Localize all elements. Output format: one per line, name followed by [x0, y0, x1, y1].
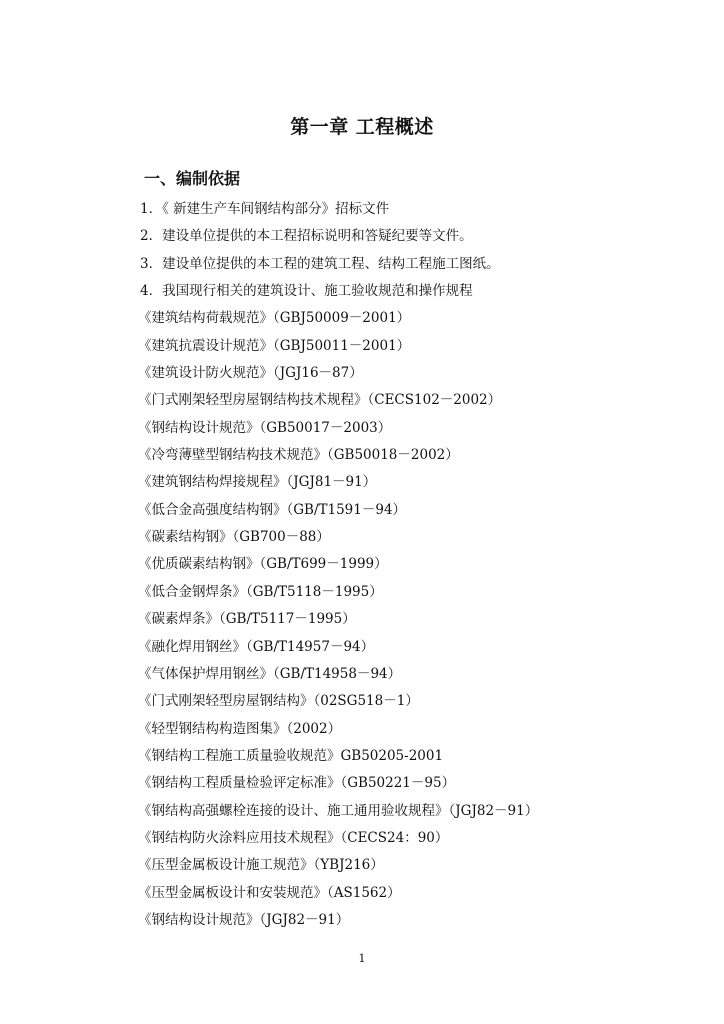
standard-item: 《融化焊用钢丝》（GB/T14957－94）	[138, 638, 375, 655]
standard-item: 《钢结构工程施工质量验收规范》GB50205-2001	[138, 747, 444, 764]
standard-item: 《钢结构设计规范》（GB50017－2003）	[138, 419, 392, 436]
page-number: 1	[358, 952, 366, 965]
chapter-title: 第一章 工程概述	[290, 116, 434, 138]
numbered-item-3: 3．建设单位提供的本工程的建筑工程、结构工程施工图纸。	[140, 255, 500, 272]
standard-item: 《门式刚架轻型房屋钢结构技术规程》（CECS102－2002）	[138, 392, 502, 409]
basis-list	[138, 200, 538, 938]
standard-item: 《钢结构设计规范》（JGJ82－91）	[138, 911, 350, 928]
standard-item: 《压型金属板设计和安装规范》（AS1562）	[138, 884, 401, 901]
standard-item: 《碳素结构钢》（GB700－88）	[138, 529, 330, 546]
standard-item: 《低合金钢焊条》（GB/T5118－1995）	[138, 583, 383, 600]
standard-item: 《轻型钢结构构造图集》（2002）	[138, 720, 342, 737]
standard-item: 《建筑抗震设计规范》（GBJ50011－2001）	[138, 337, 411, 354]
standard-item: 《钢结构工程质量检验评定标准》（GB50221－95）	[138, 775, 456, 792]
standard-item: 《钢结构高强螺栓连接的设计、施工通用验收规程》（JGJ82－91）	[138, 802, 539, 819]
standard-item: 《低合金高强度结构钢》（GB/T1591－94）	[138, 501, 407, 518]
standard-item: 《门式刚架轻型房屋钢结构》（02SG518－1）	[138, 693, 419, 710]
standard-item: 《冷弯薄壁型钢结构技术规范》（GB50018－2002）	[138, 447, 459, 464]
standard-item: 《气体保护焊用钢丝》（GB/T14958－94）	[138, 665, 402, 682]
standard-item: 《建筑结构荷载规范》（GBJ50009－2001）	[138, 310, 411, 327]
standard-item: 《优质碳素结构钢》（GB/T699－1999）	[138, 556, 388, 573]
section-title: 一、编制依据	[144, 169, 241, 188]
standard-item: 《压型金属板设计施工规范》（YBJ216）	[138, 857, 384, 874]
standard-item: 《建筑钢结构焊接规程》（JGJ81－91）	[138, 474, 377, 491]
numbered-item-1: 1．《 新建生产车间钢结构部分》招标文件	[140, 201, 390, 217]
standard-item: 《碳素焊条》（GB/T5117－1995）	[138, 611, 356, 628]
numbered-item-2: 2．建设单位提供的本工程招标说明和答疑纪要等文件。	[140, 228, 473, 245]
standard-item: 《建筑设计防火规范》（JGJ16－87）	[138, 365, 363, 382]
numbered-item-4: 4．我国现行相关的建筑设计、施工验收规范和操作规程	[140, 283, 473, 300]
standard-item: 《钢结构防火涂料应用技术规程》（CECS24：90）	[138, 829, 449, 846]
